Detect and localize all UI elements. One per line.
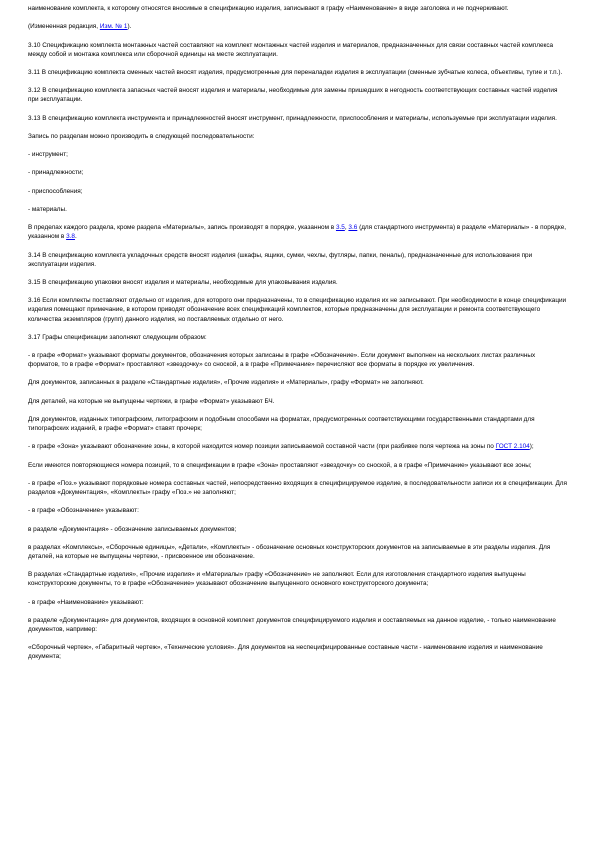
paragraph [28,525,567,534]
paragraph [28,205,567,214]
paragraph-text: 3.10 Спецификацию комплекта монтажных частей составляют на комплект монтажных частей изделия и материалов, предназначенных для связи составных частей комплекса между собой и монтажа комплекса или сборочной единицы на месте эксплуатации. [28,41,554,58]
paragraph [28,251,567,269]
reference-link[interactable]: ГОСТ 2.104 [495,443,530,451]
paragraph-text: Для деталей, на которые не выпущены чертежи, в графе «Формат» указывают БЧ. [28,397,275,405]
paragraph-text: - принадлежности; [28,169,84,177]
paragraph [28,223,567,241]
paragraph-text: - приспособления; [28,187,83,195]
paragraph-text: - в графе «Формат» указывают форматы документов, обозначения которых записаны в графе «Обозначение». Если документ выполнен на нескольких листах различных форматов, то в графе «Формат» проставляют «звездочку» со сноской, а в графе «Примечание» перечисляют все форматы в порядке их увеличения. [28,352,536,369]
paragraph-text: «Сборочный чертеж», «Габаритный чертеж», «Технические условия». Для документов на неспецифицированные составные части - наименование изделия и наименование документа; [28,644,543,661]
paragraph-text: - в графе «Зона» указывают обозначение зоны, в которой находится номер позиции записываемой составной части (при разбивке поля чертежа на зоны по [28,443,496,451]
paragraph-text: - инструмент; [28,151,68,159]
paragraph-text: Запись по разделам можно производить в следующей последовательности: [28,132,255,140]
paragraph-text: в разделе «Документация» - обозначение записываемых документов; [28,525,237,533]
paragraph [28,598,567,607]
paragraph-text: В разделах «Стандартные изделия», «Прочие изделия» и «Материалы» графу «Обозначение» не заполняют. Если для изготовления стандартного изделия выпущены конструкторские документы, то в графе «Обозначение» указывают обозначение выпущенного основного конструкторского документа; [28,571,526,588]
paragraph [28,643,567,661]
paragraph [28,479,567,497]
paragraph-text: 3.17 Графы спецификации заполняют следующим образом: [28,333,207,341]
paragraph [28,397,567,406]
paragraph [28,296,567,323]
paragraph-text: 3.11 В спецификацию комплекта сменных частей вносят изделия, предусмотренные для переналадки изделия в эксплуатации (сменные зубчатые колеса, объективы, тугие и т.п.). [28,68,563,76]
paragraph [28,114,567,123]
paragraph [28,378,567,387]
paragraph [28,570,567,588]
paragraph [28,351,567,369]
paragraph-text: 3.12 В спецификацию комплекта запасных частей вносят изделия и материалы, необходимые для замены пришедших в негодность соответствующих составных частей изделия при эксплуатации. [28,87,558,104]
paragraph-text: 3.16 Если комплекты поставляют отдельно от изделия, для которого они предназначены, то в спецификацию изделия их не записывают. При необходимости в конце спецификации изделия помещают примечание, в котором приводят обозначение всех спецификаций комплектов, которые предназначены для эксплуатации и ремонта соответствующего количества экземпляров (групп) данного изделия, но поставляемых отдельно от него. [28,297,567,323]
paragraph-text: . [74,233,77,241]
paragraph [28,68,567,77]
reference-link[interactable]: 3.8 [66,233,75,241]
paragraph-text: - в графе «Поз.» указывают порядковые номера составных частей, непосредственно входящих в специфицируемое изделие, в последовательности записи их в спецификации. Для разделов «Документация», «Комплекты» графу «Поз.» не заполняют; [28,479,567,497]
paragraph [28,278,567,287]
paragraph-text: , [344,224,349,232]
paragraph-text: 3.14 В спецификацию комплекта укладочных средств вносят изделия (шкафы, ящики, сумки, чехлы, футляры, папки, пеналы), предназначенные для использования при эксплуатации изделия. [28,251,533,268]
paragraph [28,333,567,342]
paragraph [28,22,567,31]
paragraph-text: (Измененная редакция, [28,23,100,31]
paragraph [28,168,567,177]
paragraph [28,616,567,634]
paragraph-text: Для документов, записанных в разделе «Стандартные изделия», «Прочие изделия» и «Материалы», графу «Формат» не заполняют. [28,379,424,387]
paragraph [28,415,567,433]
paragraph-text: - материалы. [28,206,67,213]
paragraph [28,442,567,451]
paragraph [28,41,567,59]
reference-link[interactable]: 3.5 [335,224,345,232]
paragraph [28,4,567,13]
paragraph-text: (для стандартного инструмента) в разделе «Материалы» - в порядке, указанном в [28,224,567,241]
paragraph-text: 3.13 В спецификацию комплекта инструмента и принадлежностей вносят инструмент, принадлежности, приспособления и материалы, используемые при эксплуатации изделия. [28,114,557,122]
paragraph-text: ). [127,23,132,31]
paragraph [28,86,567,104]
paragraph-text: - в графе «Наименование» указывают: [28,598,144,606]
paragraph [28,461,567,470]
paragraph-text: - в графе «Обозначение» указывают: [28,507,139,515]
paragraph-text: ); [529,443,534,451]
paragraph-text: Для документов, изданных типографским, литографским и подобным способами на форматах, предусмотренных соответствующими государственными стандартами для типографских изданий, в графе «Формат» ставят прочерк; [28,416,535,433]
paragraph-text: Если имеются повторяющиеся номера позиций, то в спецификации в графе «Зона» проставляют «звездочку» со сноской, а в графе «Примечание» указывают все зоны; [28,461,532,469]
paragraph-text: 3.15 В спецификацию упаковки вносят изделия и материалы, необходимые для упаковывания изделия. [28,279,338,287]
paragraph [28,543,567,561]
paragraph [28,506,567,515]
paragraph-text: в разделах «Комплексы», «Сборочные единицы», «Детали», «Комплекты» - обозначение основных конструкторских документов на записываемые в эти разделы изделия. Для деталей, на которые не выпущены чертежи, - присвоенное им обозначение. [28,543,551,560]
paragraph [28,150,567,159]
paragraph [28,132,567,141]
paragraph-text: В пределах каждого раздела, кроме раздела «Материалы», запись производят в порядке, указанном в [28,224,336,232]
paragraph-text: наименование комплекта, к которому относятся вносимые в спецификацию изделия, записывают в графу «Наименование» в виде заголовка и не подчеркивают. [28,5,509,12]
paragraph [28,187,567,196]
reference-link[interactable]: 3.6 [348,224,358,232]
reference-link[interactable]: Изм. № 1 [99,23,128,31]
paragraph-text: в разделе «Документация» для документов, входящих в основной комплект документов специфицируемого изделия и составляемых на данное изделие, - только наименование документов, например: [28,616,556,633]
